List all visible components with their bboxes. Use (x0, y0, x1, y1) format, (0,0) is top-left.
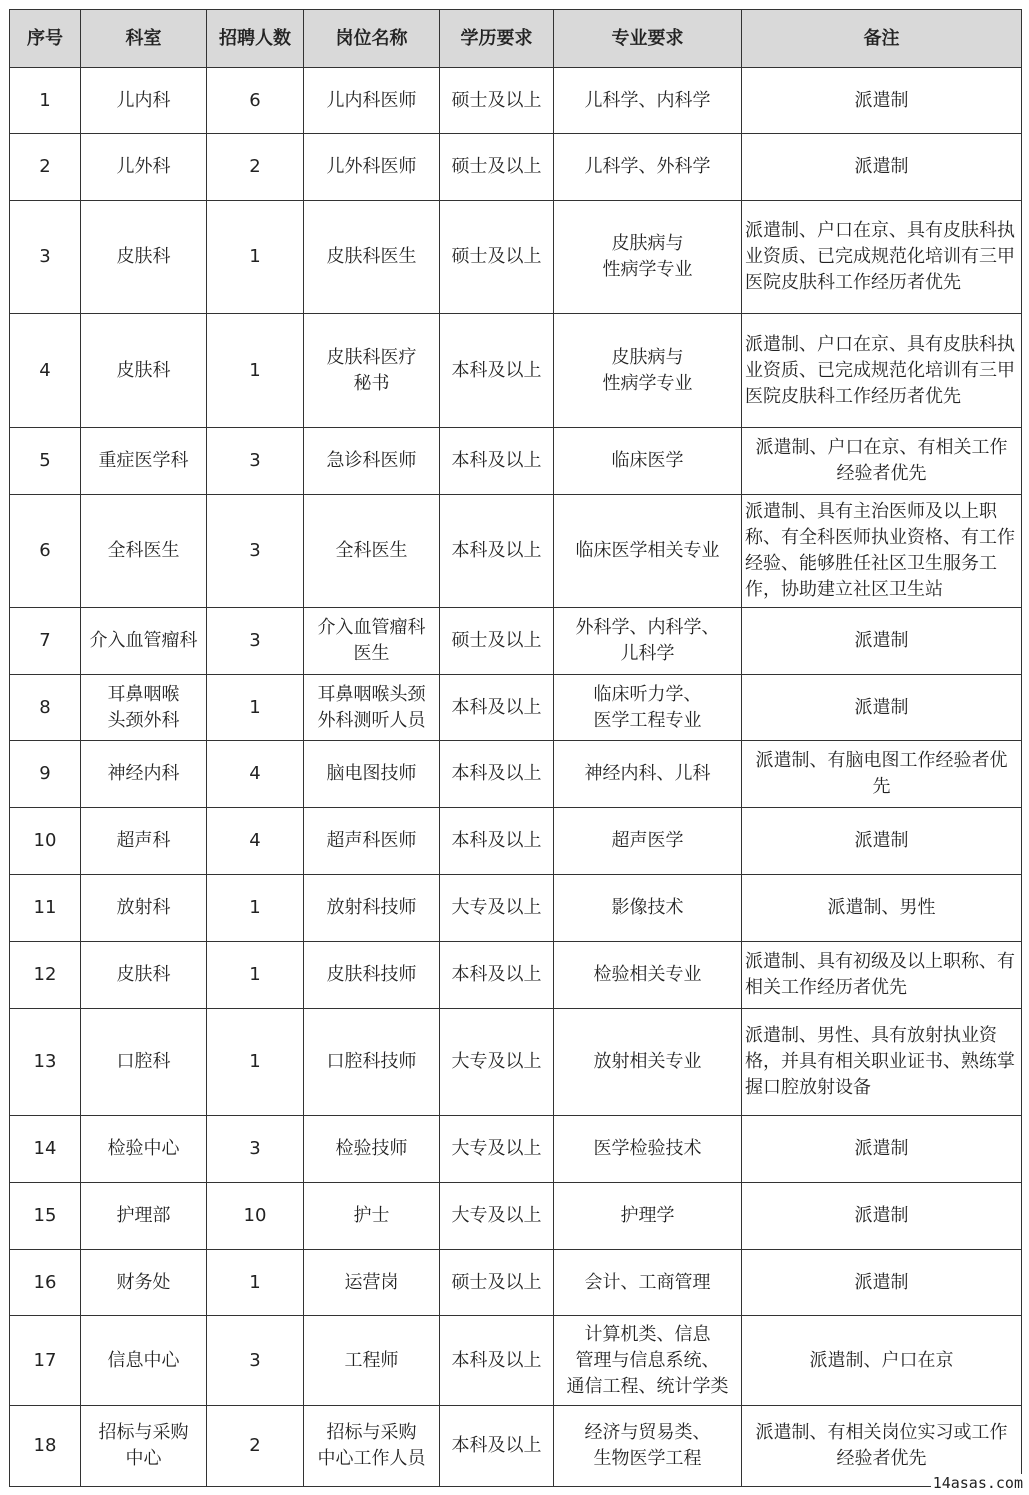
row-no: 7 (10, 608, 81, 675)
table-row (10, 942, 1022, 1009)
row-no: 12 (10, 942, 81, 1009)
table-body (10, 68, 1022, 1487)
row-note: 派遣制、有脑电图工作经验者优先 (742, 741, 1022, 808)
row-position: 儿外科医师 (304, 134, 440, 201)
row-note: 派遣制、有相关岗位实习或工作经验者优先 (742, 1406, 1022, 1487)
row-note: 派遣制、男性、具有放射执业资格，并具有相关职业证书、熟练掌握口腔放射设备 (742, 1009, 1022, 1116)
recruitment-table (9, 9, 1022, 1487)
row-position: 皮肤科技师 (304, 942, 440, 1009)
header-major: 专业要求 (554, 10, 742, 68)
row-education: 本科及以上 (440, 1406, 554, 1487)
row-note: 派遣制、户口在京、具有皮肤科执业资质、已完成规范化培训有三甲医院皮肤科工作经历者优先 (742, 201, 1022, 314)
row-count: 6 (207, 68, 304, 134)
row-count: 1 (207, 1009, 304, 1116)
row-major: 临床医学相关专业 (554, 495, 742, 608)
row-note: 派遣制 (742, 675, 1022, 741)
row-note: 派遣制、户口在京、有相关工作经验者优先 (742, 428, 1022, 495)
header-no: 序号 (10, 10, 81, 68)
row-major: 会计、工商管理 (554, 1250, 742, 1316)
row-dept: 介入血管瘤科 (81, 608, 207, 675)
row-education: 本科及以上 (440, 942, 554, 1009)
row-no: 18 (10, 1406, 81, 1487)
row-position: 护士 (304, 1183, 440, 1250)
row-dept: 放射科 (81, 875, 207, 942)
row-education: 硕士及以上 (440, 608, 554, 675)
row-note: 派遣制、具有初级及以上职称、有相关工作经历者优先 (742, 942, 1022, 1009)
row-education: 本科及以上 (440, 675, 554, 741)
row-count: 3 (207, 428, 304, 495)
row-position: 工程师 (304, 1316, 440, 1406)
row-education: 硕士及以上 (440, 134, 554, 201)
row-note: 派遣制、户口在京、具有皮肤科执业资质、已完成规范化培训有三甲医院皮肤科工作经历者优先 (742, 314, 1022, 428)
header-education: 学历要求 (440, 10, 554, 68)
row-no: 16 (10, 1250, 81, 1316)
row-no: 10 (10, 808, 81, 875)
row-count: 4 (207, 741, 304, 808)
row-dept: 护理部 (81, 1183, 207, 1250)
row-count: 2 (207, 134, 304, 201)
row-major: 放射相关专业 (554, 1009, 742, 1116)
row-note: 派遣制 (742, 808, 1022, 875)
row-education: 本科及以上 (440, 1316, 554, 1406)
row-major: 临床医学 (554, 428, 742, 495)
row-education: 本科及以上 (440, 495, 554, 608)
table-row (10, 875, 1022, 942)
row-major: 超声医学 (554, 808, 742, 875)
row-position: 检验技师 (304, 1116, 440, 1183)
row-count: 3 (207, 1316, 304, 1406)
row-dept: 儿内科 (81, 68, 207, 134)
table-row (10, 495, 1022, 608)
row-major: 外科学、内科学、 儿科学 (554, 608, 742, 675)
row-major: 检验相关专业 (554, 942, 742, 1009)
row-position: 皮肤科医疗 秘书 (304, 314, 440, 428)
row-note: 派遣制 (742, 1116, 1022, 1183)
row-count: 1 (207, 675, 304, 741)
row-no: 9 (10, 741, 81, 808)
row-note: 派遣制 (742, 608, 1022, 675)
table-row (10, 1116, 1022, 1183)
row-major: 计算机类、信息 管理与信息系统、 通信工程、统计学类 (554, 1316, 742, 1406)
row-no: 14 (10, 1116, 81, 1183)
row-position: 放射科技师 (304, 875, 440, 942)
row-dept: 招标与采购 中心 (81, 1406, 207, 1487)
table-row (10, 608, 1022, 675)
row-position: 全科医生 (304, 495, 440, 608)
row-no: 2 (10, 134, 81, 201)
row-note: 派遣制 (742, 1250, 1022, 1316)
row-count: 1 (207, 875, 304, 942)
table-row (10, 675, 1022, 741)
row-major: 神经内科、儿科 (554, 741, 742, 808)
row-no: 6 (10, 495, 81, 608)
row-position: 招标与采购 中心工作人员 (304, 1406, 440, 1487)
row-no: 13 (10, 1009, 81, 1116)
row-dept: 重症医学科 (81, 428, 207, 495)
row-no: 1 (10, 68, 81, 134)
header-count: 招聘人数 (207, 10, 304, 68)
row-no: 8 (10, 675, 81, 741)
row-dept: 耳鼻咽喉 头颈外科 (81, 675, 207, 741)
row-no: 11 (10, 875, 81, 942)
table-header-row (10, 10, 1022, 68)
row-major: 护理学 (554, 1183, 742, 1250)
row-note: 派遣制 (742, 1183, 1022, 1250)
row-major: 影像技术 (554, 875, 742, 942)
row-no: 17 (10, 1316, 81, 1406)
row-count: 1 (207, 201, 304, 314)
row-position: 急诊科医师 (304, 428, 440, 495)
row-position: 耳鼻咽喉头颈 外科测听人员 (304, 675, 440, 741)
table-row (10, 1183, 1022, 1250)
row-no: 4 (10, 314, 81, 428)
watermark: 14asas.com (932, 1474, 1023, 1492)
row-position: 介入血管瘤科 医生 (304, 608, 440, 675)
row-position: 儿内科医师 (304, 68, 440, 134)
row-dept: 皮肤科 (81, 201, 207, 314)
row-education: 本科及以上 (440, 428, 554, 495)
row-dept: 神经内科 (81, 741, 207, 808)
row-dept: 口腔科 (81, 1009, 207, 1116)
row-major: 临床听力学、 医学工程专业 (554, 675, 742, 741)
row-no: 15 (10, 1183, 81, 1250)
table-row (10, 1316, 1022, 1406)
row-count: 10 (207, 1183, 304, 1250)
row-dept: 皮肤科 (81, 314, 207, 428)
table-row (10, 134, 1022, 201)
row-dept: 皮肤科 (81, 942, 207, 1009)
row-major: 皮肤病与 性病学专业 (554, 314, 742, 428)
row-education: 大专及以上 (440, 1009, 554, 1116)
row-note: 派遣制 (742, 134, 1022, 201)
row-major: 医学检验技术 (554, 1116, 742, 1183)
row-education: 大专及以上 (440, 1116, 554, 1183)
row-count: 3 (207, 495, 304, 608)
row-dept: 儿外科 (81, 134, 207, 201)
row-dept: 信息中心 (81, 1316, 207, 1406)
row-dept: 检验中心 (81, 1116, 207, 1183)
table-row (10, 741, 1022, 808)
row-count: 1 (207, 314, 304, 428)
header-note: 备注 (742, 10, 1022, 68)
row-count: 4 (207, 808, 304, 875)
row-education: 大专及以上 (440, 1183, 554, 1250)
row-note: 派遣制 (742, 68, 1022, 134)
row-major: 皮肤病与 性病学专业 (554, 201, 742, 314)
row-dept: 全科医生 (81, 495, 207, 608)
row-education: 硕士及以上 (440, 68, 554, 134)
table-row (10, 1406, 1022, 1487)
row-dept: 财务处 (81, 1250, 207, 1316)
row-position: 超声科医师 (304, 808, 440, 875)
row-major: 儿科学、内科学 (554, 68, 742, 134)
row-note: 派遣制、户口在京 (742, 1316, 1022, 1406)
row-education: 硕士及以上 (440, 1250, 554, 1316)
row-position: 运营岗 (304, 1250, 440, 1316)
row-note: 派遣制、具有主治医师及以上职称、有全科医师执业资格、有工作经验、能够胜任社区卫生服务工作，协助建立社区卫生站 (742, 495, 1022, 608)
row-count: 3 (207, 608, 304, 675)
row-count: 1 (207, 942, 304, 1009)
row-count: 3 (207, 1116, 304, 1183)
row-major: 经济与贸易类、 生物医学工程 (554, 1406, 742, 1487)
row-dept: 超声科 (81, 808, 207, 875)
row-count: 2 (207, 1406, 304, 1487)
table-row (10, 808, 1022, 875)
table-row (10, 201, 1022, 314)
row-education: 本科及以上 (440, 741, 554, 808)
row-education: 本科及以上 (440, 314, 554, 428)
row-education: 硕士及以上 (440, 201, 554, 314)
row-position: 口腔科技师 (304, 1009, 440, 1116)
table-row (10, 428, 1022, 495)
row-no: 5 (10, 428, 81, 495)
row-education: 大专及以上 (440, 875, 554, 942)
row-count: 1 (207, 1250, 304, 1316)
row-education: 本科及以上 (440, 808, 554, 875)
row-position: 皮肤科医生 (304, 201, 440, 314)
table-row (10, 1009, 1022, 1116)
row-position: 脑电图技师 (304, 741, 440, 808)
row-no: 3 (10, 201, 81, 314)
header-position: 岗位名称 (304, 10, 440, 68)
header-dept: 科室 (81, 10, 207, 68)
table-row (10, 68, 1022, 134)
table-row (10, 314, 1022, 428)
table-row (10, 1250, 1022, 1316)
row-note: 派遣制、男性 (742, 875, 1022, 942)
row-major: 儿科学、外科学 (554, 134, 742, 201)
